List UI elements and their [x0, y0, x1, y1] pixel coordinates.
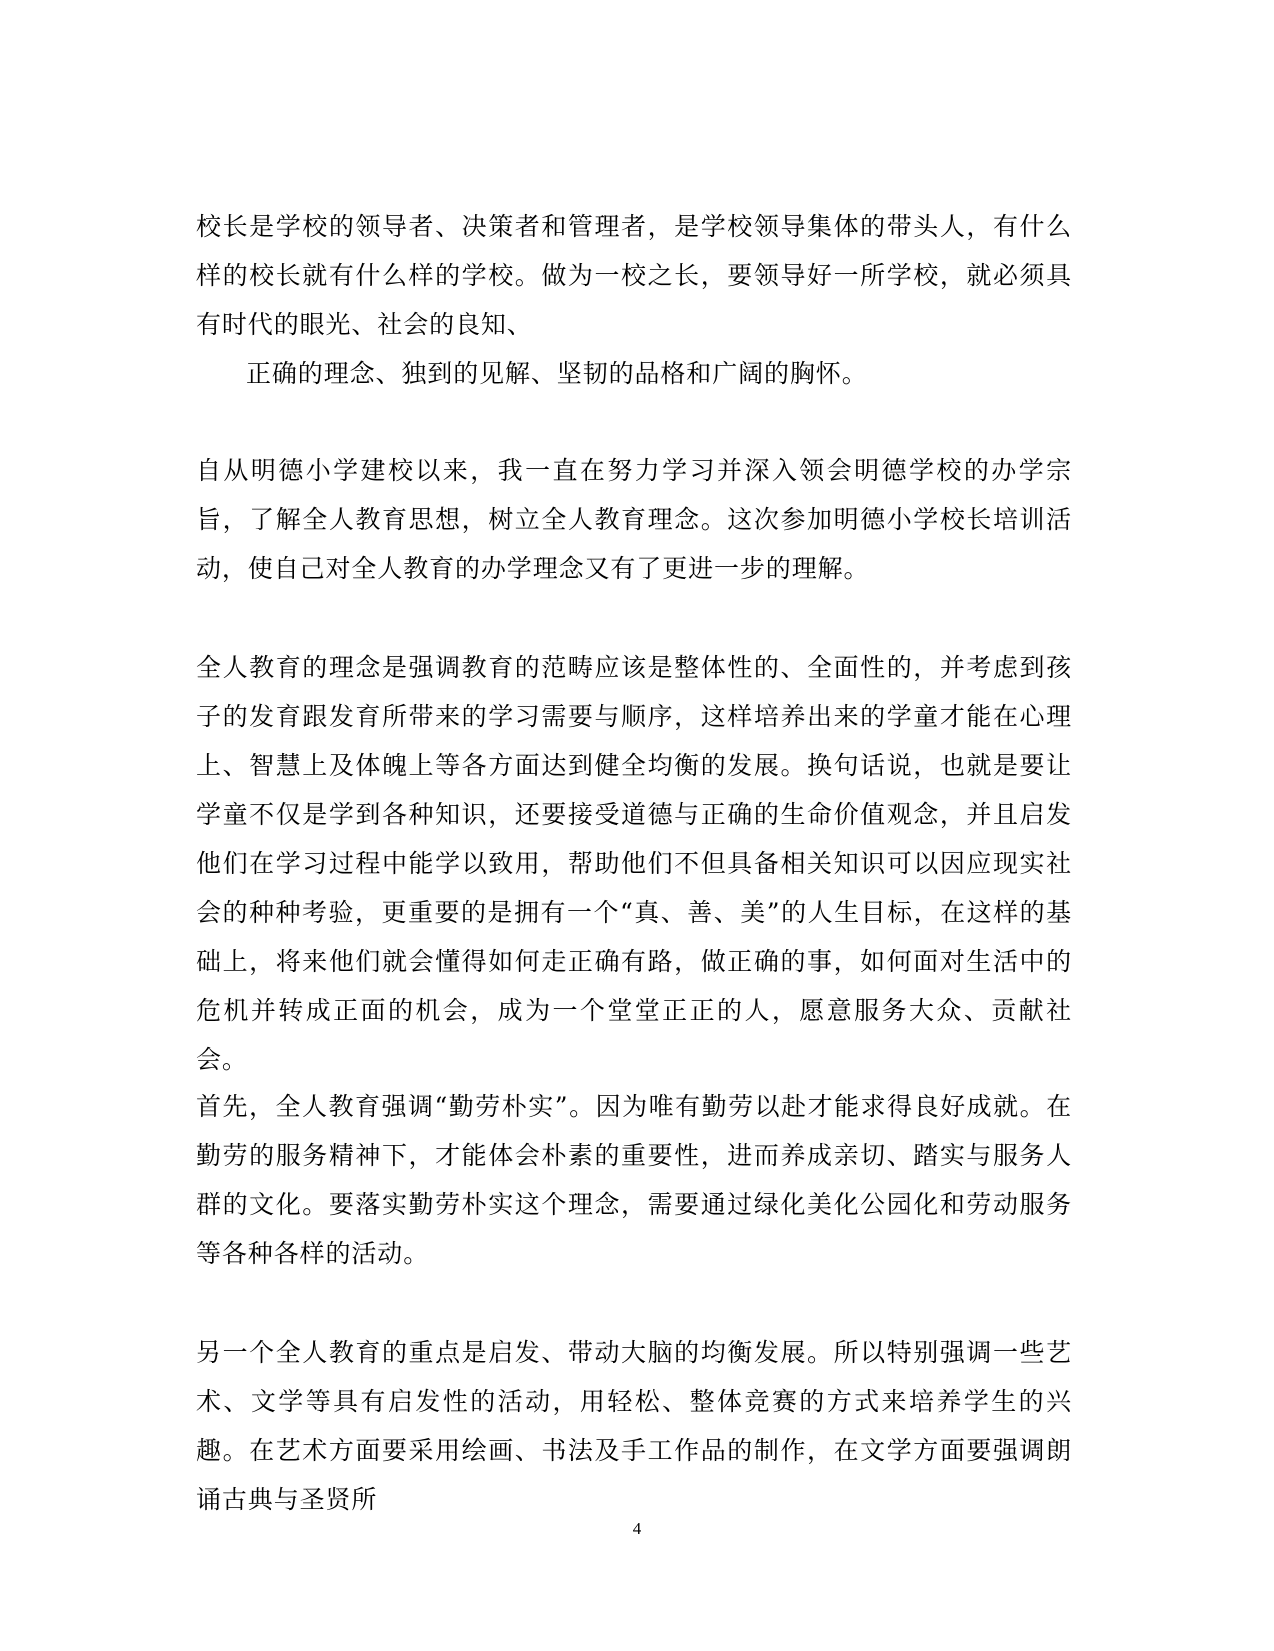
- paragraph-diligence: 首先，全人教育强调“勤劳朴实”。因为唯有勤劳以赴才能求得良好成就。在勤劳的服务精神下，才能体会朴素的重要性，进而养成亲切、踏实与服务人群的文化。要落实勤劳朴实这个理念，需要通过绿化美化公园化和劳动服务等各种各样的活动。: [196, 1092, 1072, 1268]
- paragraph-brain-development: 另一个全人教育的重点是启发、带动大脑的均衡发展。所以特别强调一些艺术、文学等具有启发性的活动，用轻松、整体竞赛的方式来培养学生的兴趣。在艺术方面要采用绘画、书法及手工作品的制作，在文学方面要强调朗诵古典与圣贤所: [196, 1338, 1072, 1514]
- paragraph-whole-person-concept: 全人教育的理念是强调教育的范畴应该是整体性的、全面性的，并考虑到孩子的发育跟发育所带来的学习需要与顺序，这样培养出来的学童才能在心理上、智慧上及体魄上等各方面达到健全均衡的发展。换句话说，也就是要让学童不仅是学到各种知识，还要接受道德与正确的生命价值观念，并且启发他们在学习过程中能学以致用，帮助他们不但具备相关知识可以因应现实社会的种种考验，更重要的是拥有一个“真、善、美”的人生目标，在这样的基础上，将来他们就会懂得如何走正确有路，做正确的事，如何面对生活中的危机并转成正面的机会，成为一个堂堂正正的人，愿意服务大众、贡献社会。: [196, 653, 1072, 1074]
- page-number: 4: [632, 1519, 642, 1538]
- paragraph-mingde-training: 自从明德小学建校以来，我一直在努力学习并深入领会明德学校的办学宗旨，了解全人教育思想，树立全人教育理念。这次参加明德小学校长培训活动，使自己对全人教育的办学理念又有了更进一步的理解。: [196, 456, 1072, 583]
- paragraph-principal-role: 校长是学校的领导者、决策者和管理者，是学校领导集体的带头人，有什么样的校长就有什么样的学校。做为一校之长，要领导好一所学校，就必须具有时代的眼光、社会的良知、: [196, 212, 1072, 339]
- paragraph-principal-qualities: 正确的理念、独到的见解、坚韧的品格和广阔的胸怀。: [246, 359, 868, 388]
